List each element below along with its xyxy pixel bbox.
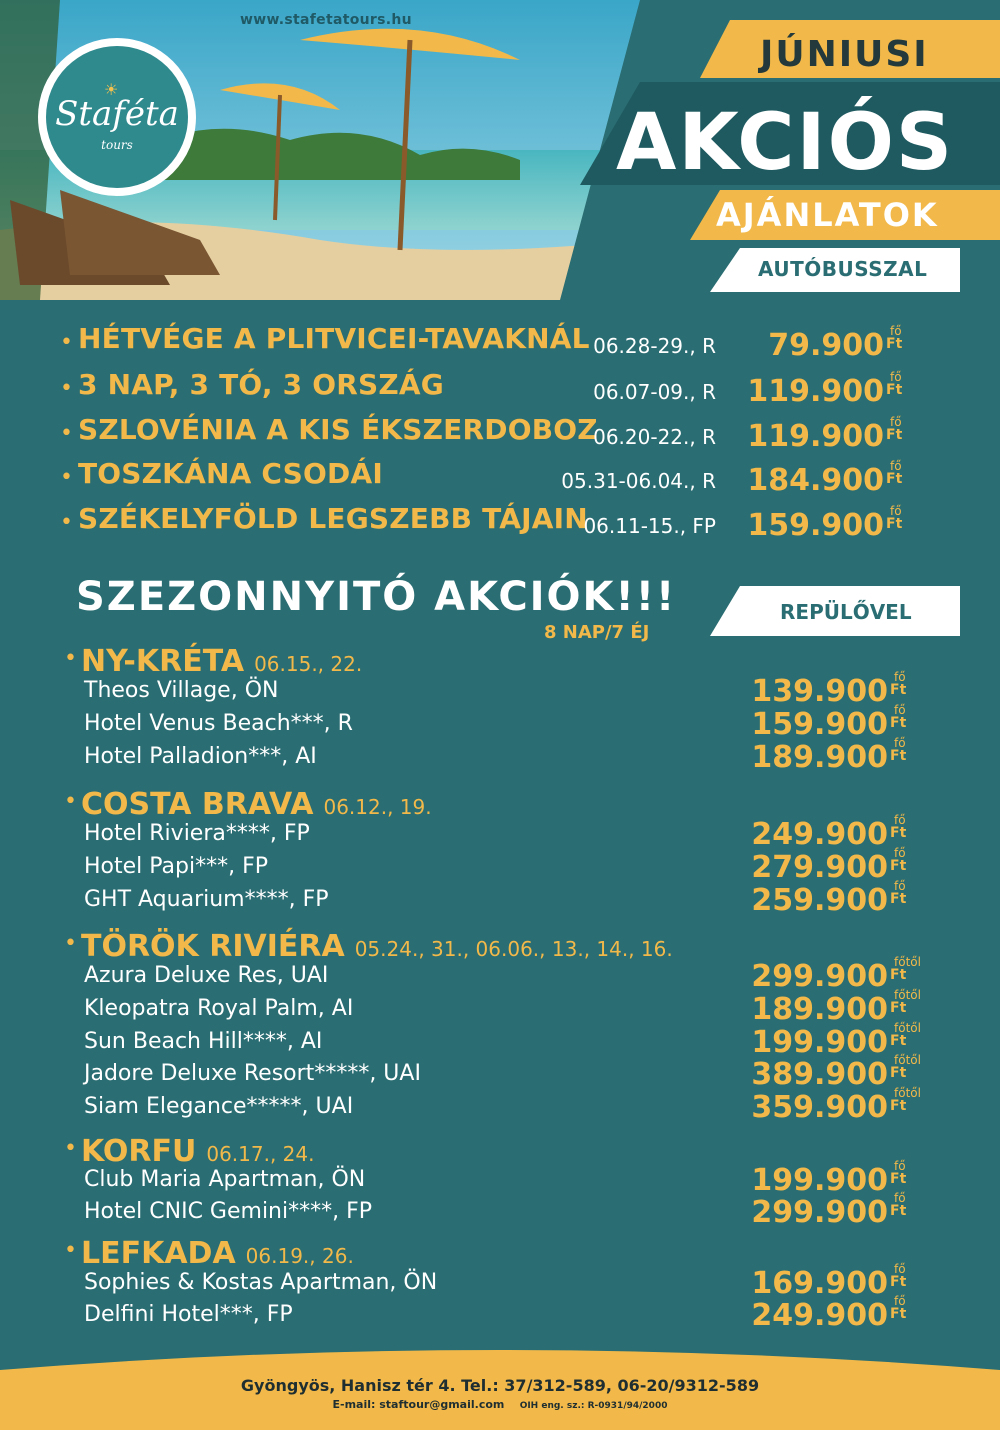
destination-dates: 06.15., 22. — [254, 652, 363, 676]
sun-icon: ☀ — [104, 80, 119, 99]
price-suffix: fő — [894, 879, 906, 893]
hotel-name[interactable]: Hotel Venus Beach***, R — [84, 711, 353, 736]
logo-sub: tours — [101, 138, 133, 152]
price-value: 359.900 — [751, 1090, 888, 1125]
bus-offer-date: 06.11-15., FP — [583, 514, 716, 538]
destination-name[interactable]: KORFU — [80, 1134, 197, 1169]
bus-offer-name[interactable]: TOSZKÁNA CSODÁI — [78, 457, 383, 490]
bus-offer-date: 06.07-09., R — [593, 380, 716, 404]
currency-symbol: Ft — [886, 471, 903, 487]
destination-dates: 06.17., 24. — [206, 1142, 315, 1166]
season-subtitle: 8 NAP/7 ÉJ — [544, 622, 650, 643]
bus-offer-date: 06.28-29., R — [593, 334, 716, 358]
currency-symbol: Ft — [890, 825, 907, 841]
price-value: 139.900 — [751, 674, 888, 709]
price-suffix: fő — [894, 670, 906, 684]
price-suffix: fő — [890, 504, 902, 518]
destination-dates: 05.24., 31., 06.06., 13., 14., 16. — [354, 937, 673, 961]
price-suffix: fő — [894, 1191, 906, 1205]
hotel-name[interactable]: Theos Village, ÖN — [84, 678, 279, 703]
price-value: 159.900 — [747, 508, 884, 543]
price-suffix: főtől — [894, 955, 921, 969]
price-value: 119.900 — [747, 419, 884, 454]
bullet-icon: • — [64, 789, 77, 814]
hotel-name[interactable]: Hotel Palladion***, AI — [84, 744, 317, 769]
bus-offer-name[interactable]: SZLOVÉNIA A KIS ÉKSZERDOBOZ — [78, 413, 598, 446]
currency-symbol: Ft — [890, 715, 907, 731]
bullet-icon: • — [64, 931, 77, 956]
price-suffix: fő — [894, 846, 906, 860]
currency-symbol: Ft — [890, 858, 907, 874]
currency-symbol: Ft — [886, 382, 903, 398]
hotel-name[interactable]: Hotel Papi***, FP — [84, 854, 269, 879]
hotel-name[interactable]: Jadore Deluxe Resort*****, UAI — [84, 1061, 421, 1086]
transport-bus-label: AUTÓBUSSZAL — [758, 257, 928, 281]
destination-name[interactable]: COSTA BRAVA — [80, 787, 314, 822]
price-suffix: fő — [890, 370, 902, 384]
hotel-name[interactable]: Sun Beach Hill****, AI — [84, 1029, 323, 1054]
price-value: 189.900 — [751, 992, 888, 1027]
price-suffix: fő — [890, 415, 902, 429]
price-value: 299.900 — [751, 959, 888, 994]
price-suffix: fő — [894, 1294, 906, 1308]
bus-offer-name[interactable]: HÉTVÉGE A PLITVICEI-TAVAKNÁL — [78, 322, 590, 355]
hotel-name[interactable]: Kleopatra Royal Palm, AI — [84, 996, 354, 1021]
price-value: 119.900 — [747, 374, 884, 409]
price-suffix: főtől — [894, 1021, 921, 1035]
currency-symbol: Ft — [890, 1171, 907, 1187]
price-value: 249.900 — [751, 817, 888, 852]
bullet-icon: • — [60, 421, 73, 446]
transport-plane-label: REPÜLŐVEL — [780, 600, 912, 624]
hotel-name[interactable]: Hotel Riviera****, FP — [84, 821, 310, 846]
bus-offer-date: 05.31-06.04., R — [561, 469, 716, 493]
title-top: JÚNIUSI — [760, 34, 929, 75]
currency-symbol: Ft — [890, 1033, 907, 1049]
footer-address: Gyöngyös, Hanisz tér 4. Tel.: 37/312-589, 06-20/9312-589 — [240, 1376, 760, 1395]
bus-offer-name[interactable]: SZÉKELYFÖLD LEGSZEBB TÁJAIN — [78, 502, 588, 535]
destination-name[interactable]: LEFKADA — [80, 1236, 236, 1271]
destination-dates: 06.12., 19. — [323, 795, 432, 819]
bus-offer-date: 06.20-22., R — [593, 425, 716, 449]
price-suffix: fő — [890, 459, 902, 473]
logo-text: Staféta — [55, 94, 179, 134]
hotel-name[interactable]: Club Maria Apartman, ÖN — [84, 1167, 366, 1192]
bullet-icon: • — [64, 646, 77, 671]
price-value: 199.900 — [751, 1025, 888, 1060]
currency-symbol: Ft — [890, 1306, 907, 1322]
destination-name[interactable]: TÖRÖK RIVIÉRA — [80, 929, 345, 964]
price-value: 249.900 — [751, 1298, 888, 1333]
hotel-name[interactable]: Hotel CNIC Gemini****, FP — [84, 1199, 373, 1224]
price-value: 279.900 — [751, 850, 888, 885]
currency-symbol: Ft — [890, 1098, 907, 1114]
price-suffix: főtől — [894, 1086, 921, 1100]
price-value: 389.900 — [751, 1057, 888, 1092]
footer-license: OIH eng. sz.: R-0931/94/2000 — [519, 1401, 668, 1411]
currency-symbol: Ft — [890, 748, 907, 764]
price-value: 169.900 — [751, 1266, 888, 1301]
currency-symbol: Ft — [886, 336, 903, 352]
title-main: AKCIÓS — [616, 98, 955, 188]
footer-contact — [0, 1398, 1000, 1411]
hero-banner — [0, 0, 1000, 300]
currency-symbol: Ft — [890, 1065, 907, 1081]
price-value: 79.900 — [768, 328, 884, 363]
price-suffix: fő — [894, 1159, 906, 1173]
price-suffix: fő — [894, 1262, 906, 1276]
price-value: 299.900 — [751, 1195, 888, 1230]
currency-symbol: Ft — [890, 1274, 907, 1290]
price-value: 159.900 — [751, 707, 888, 742]
currency-symbol: Ft — [890, 1000, 907, 1016]
bullet-icon: • — [60, 376, 73, 401]
price-suffix: fő — [894, 813, 906, 827]
price-value: 184.900 — [747, 463, 884, 498]
bullet-icon: • — [60, 465, 73, 490]
currency-symbol: Ft — [890, 967, 907, 983]
footer-email[interactable]: E-mail: staftour@gmail.com — [332, 1398, 505, 1411]
currency-symbol: Ft — [886, 427, 903, 443]
season-title: SZEZONNYITÓ AKCIÓK!!! — [76, 574, 677, 620]
price-value: 189.900 — [751, 740, 888, 775]
destination-name[interactable]: NY-KRÉTA — [80, 644, 245, 679]
currency-symbol: Ft — [890, 891, 907, 907]
price-suffix: főtől — [894, 988, 921, 1002]
hotel-name[interactable]: Delfini Hotel***, FP — [84, 1302, 293, 1327]
currency-symbol: Ft — [886, 516, 903, 532]
hotel-name[interactable]: Azura Deluxe Res, UAI — [84, 963, 329, 988]
destination-dates: 06.19., 26. — [245, 1244, 354, 1268]
currency-symbol: Ft — [890, 1203, 907, 1219]
website-url[interactable]: www.stafetatours.hu — [240, 12, 412, 28]
stafeta-logo — [38, 38, 196, 196]
hotel-name[interactable]: GHT Aquarium****, FP — [84, 887, 329, 912]
price-value: 259.900 — [751, 883, 888, 918]
bullet-icon: • — [64, 1136, 77, 1161]
hotel-name[interactable]: Sophies & Kostas Apartman, ÖN — [84, 1270, 438, 1295]
currency-symbol: Ft — [890, 682, 907, 698]
price-suffix: főtől — [894, 1053, 921, 1067]
price-value: 199.900 — [751, 1163, 888, 1198]
price-suffix: fő — [890, 324, 902, 338]
bus-offer-name[interactable]: 3 NAP, 3 TÓ, 3 ORSZÁG — [78, 368, 444, 401]
bullet-icon: • — [64, 1238, 77, 1263]
bullet-icon: • — [60, 510, 73, 535]
price-suffix: fő — [894, 703, 906, 717]
price-suffix: fő — [894, 736, 906, 750]
hotel-name[interactable]: Siam Elegance*****, UAI — [84, 1094, 354, 1119]
title-sub: AJÁNLATOK — [716, 196, 939, 234]
bullet-icon: • — [60, 330, 73, 355]
